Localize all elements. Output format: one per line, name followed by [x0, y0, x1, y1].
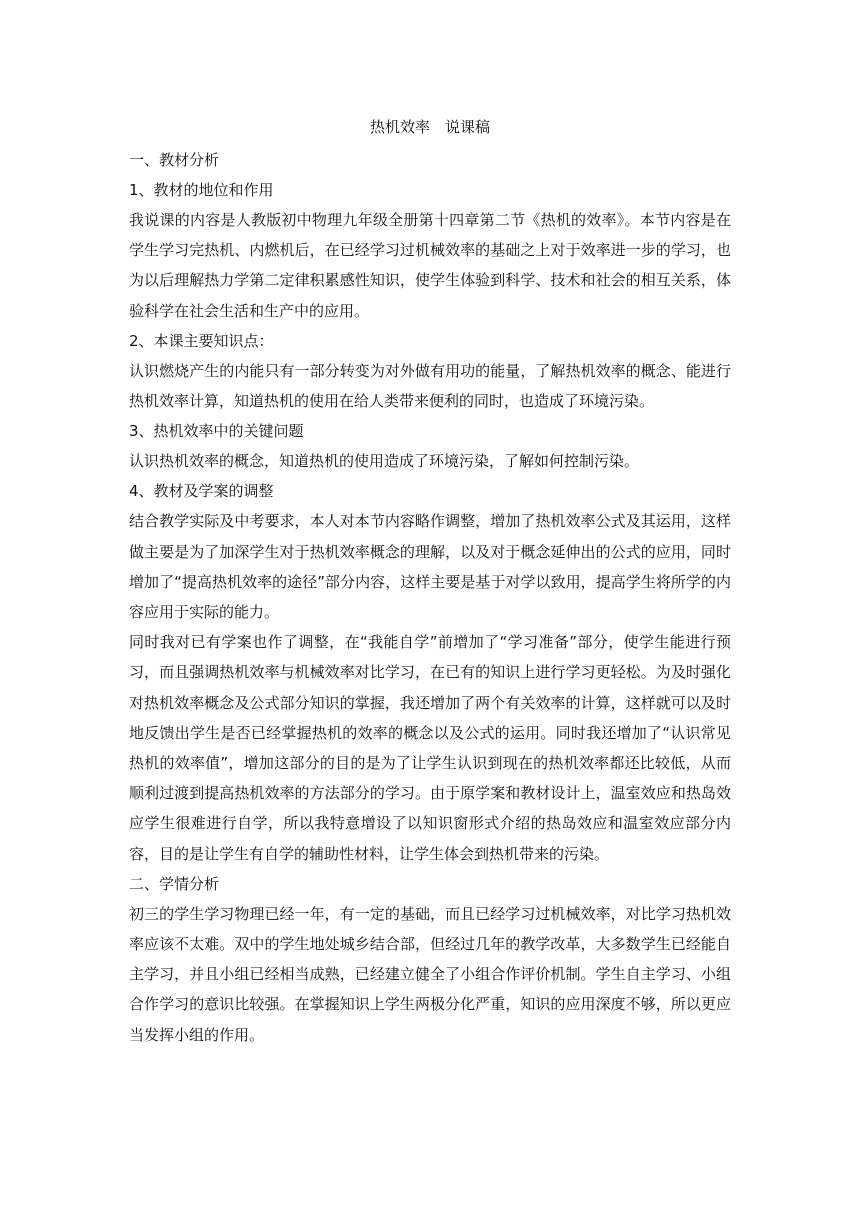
- document-body: [129, 113, 731, 1050]
- section-heading-textbook-analysis: 一、教材分析: [129, 151, 220, 169]
- paragraph-status-and-role: 我说课的内容是人教版初中物理九年级全册第十四章第二节《热机的效率》。本节内容是在学生学习完热机、内燃机后，在已经学习过机械效率的基础之上对于效率进一步的学习，也为以后理解热力学第二定律积累感性知识，使学生体验到科学、技术和社会的相互关系，体验科学在社会生活和生产中的应用。: [129, 211, 731, 320]
- paragraph-key-knowledge-points: 认识燃烧产生的内能只有一部分转变为对外做有用功的能量，了解热机效率的概念、能进行热机效率计算，知道热机的使用在给人类带来便利的同时，也造成了环境污染。: [129, 361, 731, 411]
- subheading-adjustments: 4、教材及学案的调整: [129, 482, 274, 501]
- section-heading-student-analysis: 二、学情分析: [129, 874, 220, 893]
- paragraph-student-analysis: 初三的学生学习物理已经一年，有一定的基础，而且已经学习过机械效率，对比学习热机效率应该不太难。双中的学生地处城乡结合部，但经过几年的教学改革，大多数学生已经能自主学习，并且小组已经相当成熟，已经建立健全了小组合作评价机制。学生自主学习、小组合作学习的意识比较强。在掌握知识上学生两极分化严重，知识的应用深度不够，所以更应当发挥小组的作用。: [129, 904, 731, 1044]
- subheading-status-and-role: 1、教材的地位和作用: [129, 181, 274, 199]
- paragraph-adjustments-2: 同时我对已有学案也作了调整，在“我能自学”前增加了“学习准备”部分，使学生能进行预习，而且强调热机效率与机械效率对比学习，在已有的知识上进行学习更轻松。为及时强化对热机效率概念及公式部分知识的掌握，我还增加了两个有关效率的计算，这样就可以及时地反馈出学生是否已经掌握热机的效率的概念以及公式的运用。同时我还增加了“认识常见热机的效率值”，增加这部分的目的是为了让学生认识到现在的热机效率都还比较低，从而顺利过渡到提高热机效率的方法部分的学习。由于原学案和教材设计上，温室效应和热岛效应学生很难进行自学，所以我特意增设了以知识窗形式介绍的热岛效应和温室效应部分内容，目的是让学生有自学的辅助性材料，让学生体会到热机带来的污染。: [129, 633, 731, 863]
- subheading-key-issues: 3、热机效率中的关键问题: [129, 422, 304, 441]
- paragraph-key-issues: 认识热机效率的概念，知道热机的使用造成了环境污染，了解如何控制污染。: [129, 452, 640, 471]
- document-title: 热机效率 说课稿: [369, 118, 490, 136]
- subheading-key-knowledge-points: 2、本课主要知识点：: [129, 331, 274, 350]
- paragraph-adjustments-1: 结合教学实际及中考要求，本人对本节内容略作调整，增加了热机效率公式及其运用，这样做主要是为了加深学生对于热机效率概念的理解，以及对于概念延伸出的公式的应用，同时增加了“提高热机效率的途径”部分内容，这样主要是基于对学以致用，提高学生将所学的内容应用于实际的能力。: [129, 512, 731, 622]
